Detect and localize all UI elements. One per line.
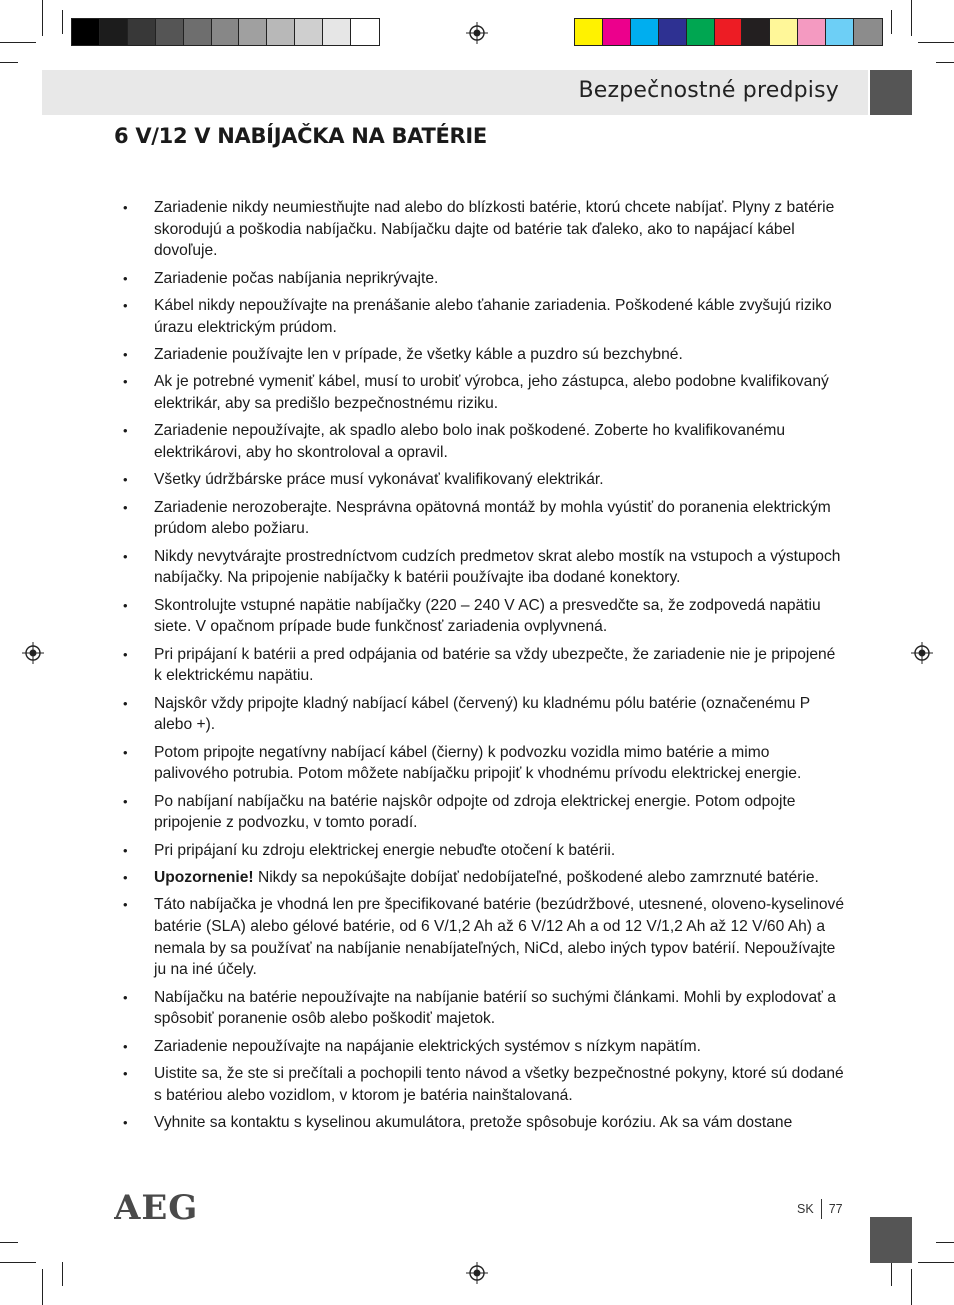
grayscale-color-bar xyxy=(71,18,380,46)
list-item-text: Ak je potrebné vymeniť kábel, musí to urobiť výrobca, jeho zástupca, alebo podobne kvalifikovaný elektrikár, aby sa predišlo bezpečnostnému riziku. xyxy=(154,373,829,412)
crop-mark xyxy=(911,0,912,36)
bullet-icon: • xyxy=(123,793,128,809)
list-item-text: Zariadenie nepoužívajte, ak spadlo alebo bolo inak poškodené. Zoberte ho kvalifikovanému elektrikárovi, aby ho skontroloval a opravil. xyxy=(154,422,786,461)
list-item xyxy=(123,197,845,262)
color-swatch xyxy=(156,19,184,45)
process-color-bar xyxy=(574,18,883,46)
color-swatch xyxy=(295,19,323,45)
warning-label: Upozornenie! xyxy=(154,868,254,886)
language-code: SK xyxy=(797,1202,814,1216)
list-item-text: Zariadenie počas nabíjania neprikrývajte. xyxy=(154,269,439,287)
list-item xyxy=(123,469,845,491)
color-swatch xyxy=(659,19,687,45)
crop-mark xyxy=(0,62,18,63)
bullet-icon: • xyxy=(123,297,128,313)
list-item xyxy=(123,742,845,785)
crop-mark xyxy=(62,1262,63,1286)
list-item xyxy=(123,420,845,463)
bullet-icon: • xyxy=(123,270,128,286)
bullet-icon: • xyxy=(123,423,128,439)
aeg-logo xyxy=(114,1190,214,1224)
list-item-text: Pri pripájaní k batérii a pred odpájania od batérie sa vždy ubezpečte, že zariadenie nie je pripojené k elektrickému napätiu. xyxy=(154,645,836,685)
bullet-icon: • xyxy=(123,346,128,362)
list-item xyxy=(123,791,845,834)
list-item xyxy=(123,840,845,862)
color-swatch xyxy=(267,19,295,45)
bullet-icon: • xyxy=(123,548,128,564)
crop-mark xyxy=(42,1269,43,1305)
list-item xyxy=(123,1063,845,1106)
color-swatch xyxy=(323,19,351,45)
bullet-icon: • xyxy=(123,842,128,858)
bullet-icon: • xyxy=(123,897,128,913)
bullet-icon: • xyxy=(123,744,128,760)
list-item-text: Nikdy sa nepokúšajte dobíjať nedobíjateľné, poškodené alebo zamrznuté batérie. xyxy=(253,868,819,886)
crop-mark xyxy=(936,1242,954,1243)
color-swatch xyxy=(239,19,267,45)
list-item-text: Pri pripájaní ku zdroju elektrickej energie nebuďte otočení k batérii. xyxy=(154,841,616,859)
crop-mark xyxy=(911,1269,912,1305)
color-swatch xyxy=(854,19,882,45)
color-swatch xyxy=(603,19,631,45)
list-item xyxy=(123,867,845,889)
footer-tab xyxy=(870,1217,912,1263)
page-title: 6 V/12 V NABÍJAČKA NA BATÉRIE xyxy=(114,124,487,148)
page-number: 77 xyxy=(828,1202,843,1216)
list-item-text: Zariadenie nerozoberajte. Nesprávna opätovná montáž by mohla vyústiť do poranenia elektrickým prúdom alebo požiaru. xyxy=(154,498,831,538)
list-item xyxy=(123,371,845,414)
crop-mark xyxy=(918,1262,954,1263)
color-swatch xyxy=(100,19,128,45)
list-item-text: Skontrolujte vstupné napätie nabíjačky (220 – 240 V AC) a presvedčte sa, že zodpovedá napätiu siete. V opačnom prípade bude funkčnosť zariadenia ovplyvnená. xyxy=(154,596,821,636)
bullet-icon: • xyxy=(123,374,128,390)
list-item xyxy=(123,546,845,589)
color-swatch xyxy=(631,19,659,45)
header-tab xyxy=(870,70,912,115)
list-item-text: Kábel nikdy nepoužívajte na prenášanie alebo ťahanie zariadenia. Poškodené káble zvyšujú riziko úrazu elektrickým prúdom. xyxy=(154,296,832,336)
registration-mark-icon xyxy=(911,642,933,664)
list-item xyxy=(123,344,845,366)
list-item xyxy=(123,1112,845,1134)
bullet-icon: • xyxy=(123,1065,128,1081)
bullet-icon: • xyxy=(123,200,128,215)
safety-instructions-list xyxy=(123,197,845,1139)
list-item-text: Potom pripojte negatívny nabíjací kábel (čierny) k podvozku vozidla mimo batérie a mimo palivového potrubia. Potom môžete nabíjačku pripojiť k vhodnému prívodu elektrickej energie. xyxy=(154,743,802,783)
color-swatch xyxy=(184,19,212,45)
list-item-text: Zariadenie nepoužívajte na napájanie elektrických systémov s nízkym napätím. xyxy=(154,1037,701,1055)
bullet-icon: • xyxy=(123,695,128,711)
list-item-text: Zariadenie nikdy neumiestňujte nad alebo do blízkosti batérie, ktorú chcete nabíjať. Plyny z batérie skorodujú a poškodia nabíjačku. Nabíjačku dajte od batérie tak ďaleko, ako to napájací kábel dovoľuje. xyxy=(154,199,835,260)
list-item-text: Táto nabíjačka je vhodná len pre špecifikované batérie (bezúdržbové, utesnené, oloveno-kyselinové batérie (SLA) alebo gélové batérie, od 6 V/1,2 Ah až 6 V/12 Ah a od 12 V/1,2 Ah až 12 V/60 Ah) a nemala by sa používať na nabíjanie nenabíjateľných, NiCd, alebo iných typov batérií. Nepoužívajte ju na iné účely. xyxy=(154,896,845,979)
list-item xyxy=(123,1036,845,1058)
list-item-text: Po nabíjaní nabíjačku na batérie najskôr odpojte od zdroja elektrickej energie. Potom odpojte pripojenie z podvozku, v tomto poradí. xyxy=(154,792,796,832)
page-number-block xyxy=(797,1199,843,1219)
registration-mark-icon xyxy=(466,22,488,44)
section-title: Bezpečnostné predpisy xyxy=(578,78,839,103)
list-item xyxy=(123,595,845,638)
crop-mark xyxy=(0,42,36,43)
color-swatch xyxy=(72,19,100,45)
registration-mark-icon xyxy=(466,1262,488,1284)
list-item xyxy=(123,497,845,540)
list-item xyxy=(123,987,845,1030)
list-item xyxy=(123,644,845,687)
list-item xyxy=(123,693,845,736)
color-swatch xyxy=(798,19,826,45)
crop-mark xyxy=(0,1242,18,1243)
crop-mark xyxy=(42,0,43,36)
bullet-icon: • xyxy=(123,1114,128,1130)
list-item xyxy=(123,295,845,338)
crop-mark xyxy=(0,1262,36,1263)
color-swatch xyxy=(742,19,770,45)
bullet-icon: • xyxy=(123,1038,128,1054)
list-item-text: Vyhnite sa kontaktu s kyselinou akumulátora, pretože spôsobuje koróziu. Ak sa vám dostane xyxy=(154,1113,793,1131)
crop-mark xyxy=(891,10,892,34)
bullet-icon: • xyxy=(123,499,128,515)
registration-mark-icon xyxy=(22,642,44,664)
crop-mark xyxy=(62,10,63,34)
divider xyxy=(821,1199,822,1219)
color-swatch xyxy=(128,19,156,45)
color-swatch xyxy=(212,19,240,45)
color-swatch xyxy=(715,19,743,45)
list-item xyxy=(123,894,845,980)
crop-mark xyxy=(891,1262,892,1286)
bullet-icon: • xyxy=(123,646,128,662)
list-item-text: Nabíjačku na batérie nepoužívajte na nabíjanie batérií so suchými článkami. Mohli by explodovať a spôsobiť poranenie osôb alebo poškodiť majetok. xyxy=(154,988,836,1028)
color-swatch xyxy=(351,19,379,45)
bullet-icon: • xyxy=(123,869,128,885)
crop-mark xyxy=(936,62,954,63)
svg-text:AEG: AEG xyxy=(114,1190,199,1224)
list-item-text: Všetky údržbárske práce musí vykonávať kvalifikovaný elektrikár. xyxy=(154,471,604,489)
list-item-text: Nikdy nevytvárajte prostredníctvom cudzích predmetov skrat alebo mostík na vstupoch a výstupoch nabíjačky. Na pripojenie nabíjačky k batérii používajte iba dodané konektory. xyxy=(154,547,841,587)
color-swatch xyxy=(687,19,715,45)
bullet-icon: • xyxy=(123,989,128,1005)
bullet-icon: • xyxy=(123,472,128,488)
list-item-text: Uistite sa, že ste si prečítali a pochopili tento návod a všetky bezpečnostné pokyny, ktoré sú dodané s batériou alebo vozidlom, v ktorom je batéria nainštalovaná. xyxy=(154,1064,844,1104)
color-swatch xyxy=(575,19,603,45)
color-swatch xyxy=(826,19,854,45)
list-item-text: Najskôr vždy pripojte kladný nabíjací kábel (červený) ku kladnému pólu batérie (označenému P alebo +). xyxy=(154,694,810,734)
list-item-text: Zariadenie používajte len v prípade, že všetky káble a puzdro sú bezchybné. xyxy=(154,345,683,363)
color-swatch xyxy=(770,19,798,45)
crop-mark xyxy=(918,42,954,43)
bullet-icon: • xyxy=(123,597,128,613)
list-item xyxy=(123,268,845,290)
